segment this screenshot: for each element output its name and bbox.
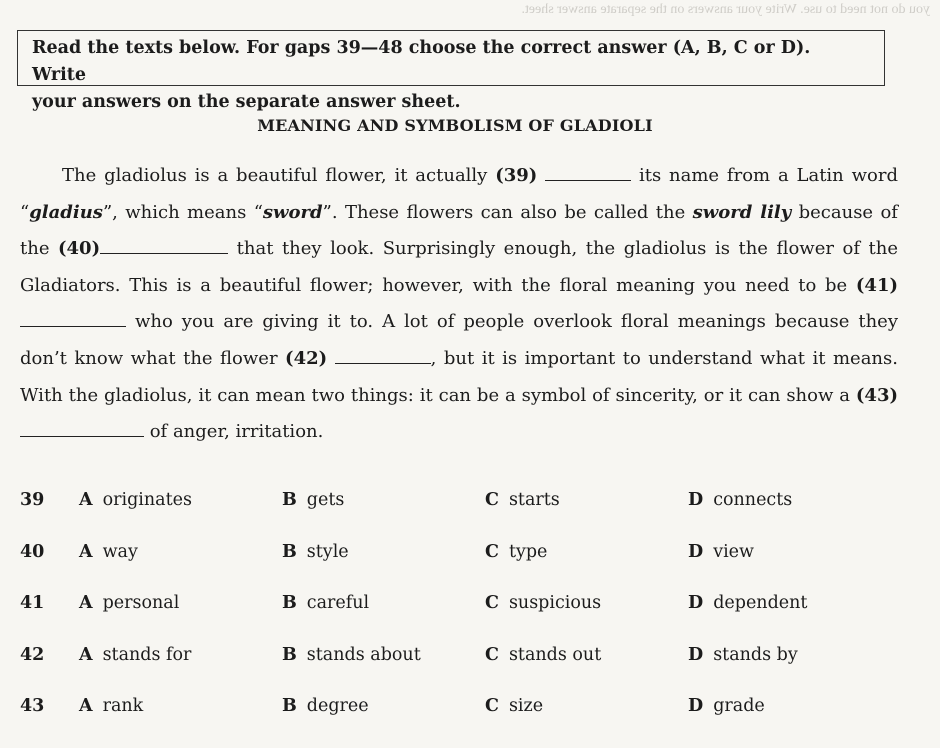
gap-39-number: (39) (495, 165, 538, 186)
option-letter: B (282, 490, 297, 510)
option-text: degree (306, 696, 369, 716)
option-41-b[interactable] (282, 593, 369, 613)
option-text: stands out (508, 644, 602, 665)
option-40-a[interactable] (79, 542, 138, 562)
gap-40-blank[interactable] (100, 235, 228, 254)
option-letter: D (688, 696, 704, 716)
question-row-42 (20, 645, 900, 697)
option-text: style (306, 541, 349, 562)
option-letter: D (688, 644, 704, 665)
option-text: personal (102, 593, 180, 613)
instructions-line-1: Read the texts below. For gaps 39—48 choose the correct answer (A, B, C or D). Write (32, 38, 811, 85)
option-letter: D (688, 593, 704, 613)
question-number: 41 (20, 593, 45, 613)
page-bleed-through-text: you do not need to use. Write your answers on the separate answer sheet. (521, 2, 930, 17)
question-number: 39 (20, 490, 45, 510)
passage-segment: The gladiolus is a beautiful flower, it actually (62, 165, 496, 186)
option-text: connects (713, 490, 793, 510)
option-42-a[interactable] (79, 645, 191, 665)
option-41-c[interactable] (485, 593, 601, 613)
word-sword: sword (262, 201, 323, 223)
passage-segment: who you are giving it to. A lot of people overlook floral meanings because they don’t know what the flower (20, 311, 898, 369)
gap-43-number: (43) (855, 384, 898, 406)
option-letter: C (485, 644, 499, 665)
option-letter: A (79, 490, 93, 510)
gap-41-blank[interactable] (20, 308, 126, 327)
option-42-c[interactable] (485, 645, 601, 665)
option-42-b[interactable] (282, 645, 421, 665)
option-letter: D (688, 490, 704, 510)
gap-42-blank[interactable] (335, 345, 431, 364)
option-letter: B (282, 696, 297, 716)
option-40-d[interactable] (688, 542, 754, 562)
option-text: view (713, 541, 755, 562)
passage-paragraph (20, 158, 898, 451)
option-43-a[interactable] (79, 696, 143, 716)
option-text: gets (306, 490, 345, 510)
option-text: size (508, 696, 544, 716)
question-row-39 (20, 490, 900, 542)
passage-segment: its name from a Latin word “ (20, 165, 898, 223)
option-text: careful (306, 593, 370, 613)
passage-segment: that they look. Surprisingly enough, the gladiolus is the flower of the Gladiators. This is a beautiful flower; however, with the floral meaning you need to be (20, 238, 898, 296)
gap-42-number: (42) (285, 347, 328, 369)
option-39-b[interactable] (282, 490, 344, 510)
option-43-d[interactable] (688, 696, 765, 716)
option-letter: C (485, 696, 499, 716)
option-letter: B (282, 541, 297, 562)
question-number: 40 (20, 541, 45, 562)
passage-segment: ”, which means “ (102, 201, 263, 223)
passage-segment: of anger, irritation. (144, 421, 324, 443)
option-text: suspicious (508, 593, 602, 613)
option-letter: C (485, 541, 499, 562)
option-text: type (508, 541, 548, 562)
word-gladius: gladius (29, 201, 103, 223)
instructions-line-2: your answers on the separate answer sheet. (32, 92, 461, 112)
option-text: rank (102, 696, 144, 716)
option-letter: C (485, 593, 499, 613)
passage-segment: ”. These flowers can also be called the (322, 201, 693, 223)
option-43-b[interactable] (282, 696, 369, 716)
option-40-b[interactable] (282, 542, 349, 562)
question-number: 43 (20, 696, 45, 716)
option-letter: A (79, 644, 93, 665)
option-text: way (102, 541, 138, 562)
passage-segment: , but it is important to understand what it means. With the gladiolus, it can mean two things: it can be a symbol of sincerity, or it can show a (20, 347, 898, 406)
option-letter: B (282, 644, 297, 665)
option-39-d[interactable] (688, 490, 792, 510)
option-41-d[interactable] (688, 593, 807, 613)
option-text: starts (508, 490, 560, 510)
question-row-43 (20, 696, 900, 748)
gap-41-number: (41) (855, 274, 898, 296)
option-43-c[interactable] (485, 696, 543, 716)
gap-43-blank[interactable] (20, 418, 144, 437)
option-letter: B (282, 593, 297, 613)
option-letter: D (688, 541, 704, 562)
option-text: dependent (713, 593, 808, 613)
gap-39-blank[interactable] (545, 162, 631, 181)
answer-options (20, 490, 900, 748)
option-text: stands about (306, 644, 421, 665)
option-letter: A (79, 696, 93, 716)
passage-text (20, 158, 898, 451)
option-text: originates (102, 490, 192, 510)
question-number: 42 (20, 644, 45, 665)
option-letter: A (79, 541, 93, 562)
question-row-40 (20, 542, 900, 594)
option-39-a[interactable] (79, 490, 192, 510)
passage-segment: because of the (20, 201, 898, 260)
option-text: stands by (713, 644, 798, 665)
option-42-d[interactable] (688, 645, 798, 665)
option-letter: C (485, 490, 499, 510)
option-40-c[interactable] (485, 542, 547, 562)
option-text: stands for (102, 644, 192, 665)
question-row-41 (20, 593, 900, 645)
word-sword-lily: sword lily (692, 201, 792, 223)
option-text: grade (713, 696, 765, 716)
passage-title: MEANING AND SYMBOLISM OF GLADIOLI (257, 116, 653, 135)
instructions-box (17, 30, 885, 112)
option-41-a[interactable] (79, 593, 179, 613)
gap-40-number: (40) (58, 238, 101, 260)
option-39-c[interactable] (485, 490, 560, 510)
option-letter: A (79, 593, 93, 613)
